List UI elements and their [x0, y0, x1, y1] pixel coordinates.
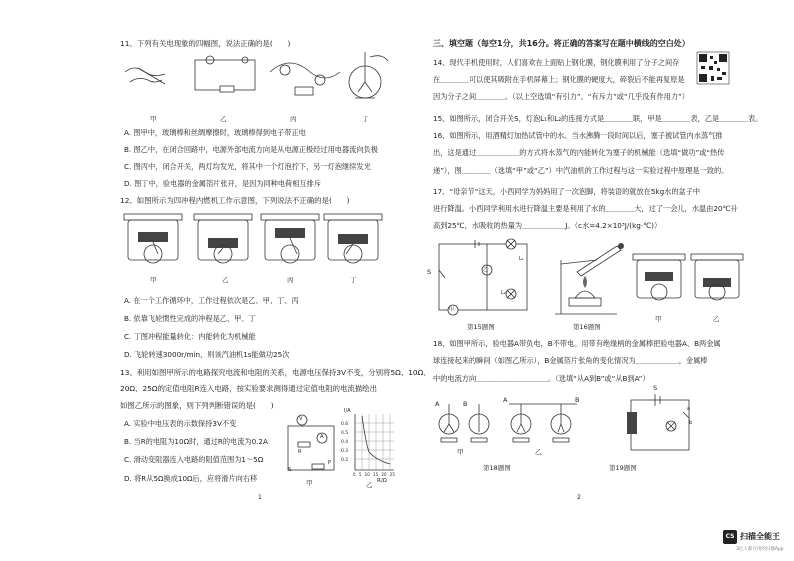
q11-option-c: C. 图丙中，闭合开关，两灯均发光，将其中一个灯泡拧下，另一灯泡继续发光	[124, 162, 371, 171]
q11-fig-yi: 乙	[220, 115, 227, 123]
xtick: 25	[389, 472, 395, 477]
ytick: 0.6	[341, 422, 349, 427]
q13-option-a: A. 实验中电压表的示数保持3V不变	[124, 419, 237, 428]
q19-caption: 第19题图	[609, 464, 637, 472]
q13-stem-line-2: 20Ω、25Ω的定值电阻R连入电路，按实验要求测得通过定值电阻的电流描绘出	[120, 384, 377, 393]
q13-resistor-letter: R	[298, 449, 302, 455]
q19-label-a: a	[687, 406, 691, 412]
q13-stem-line-3: 如图乙所示的图象，则下列判断错误的是( )	[120, 401, 274, 410]
q13-ammeter-letter: A	[320, 434, 324, 440]
q13-voltmeter-letter: V	[299, 416, 303, 422]
q16-line-3: 递”），图＿＿＿＿（选填“甲”或“乙”）中汽油机的工作过程与这一实验过程中原理是一致的。	[433, 166, 729, 175]
q15-meter-yi: 乙	[483, 267, 489, 273]
q18-fig-yi: 乙	[535, 448, 542, 456]
q11-fig-bing: 丙	[290, 115, 297, 123]
q13-graph-ylabel: I/A	[344, 408, 351, 414]
q16-engine-jia: 甲	[655, 315, 662, 323]
q17-line-2: 进行降温。小西同学利用水进行降温主要是利用了水的＿＿＿＿大，过了一会儿，水温由20℃升	[433, 204, 738, 213]
q16-apparatus	[547, 238, 629, 318]
q13-option-c: C. 滑动变阻器连入电路的阻值范围为1～5Ω	[124, 455, 264, 464]
q13-graph	[350, 414, 395, 476]
q12-stem: 12、如图所示为四冲程内燃机工作示意图，下列说法不正确的是( )	[120, 196, 350, 205]
xtick: 5	[358, 472, 362, 477]
q13-graph-yticks	[341, 420, 349, 465]
q12-option-b: B. 依靠飞轮惯性完成的冲程是乙、甲、丁	[124, 314, 256, 323]
q19-circuit	[625, 390, 697, 460]
page-number-right: 2	[577, 494, 581, 501]
q13-circuit	[284, 412, 340, 474]
q17-line-3: 高到25℃，水吸收的热量为＿＿＿＿＿＿J。（c水=4.2×10³J/(kg·℃)）	[433, 221, 662, 230]
q18-caption: 第18题图	[483, 464, 511, 472]
q11-fig-ding: 丁	[362, 115, 369, 123]
q13-fig-jia: 甲	[306, 479, 313, 487]
q15-caption: 第15题图	[467, 323, 495, 331]
q18-line-1: 18、如图甲所示，验电器A带负电，B不带电。用带有绝缘柄的金属棒把验电器A、B两金属	[433, 339, 721, 348]
q15-lamp-l2: L₂	[501, 290, 506, 296]
watermark-tagline: 3亿人都在用的扫描App	[736, 547, 784, 552]
right-page	[397, 0, 794, 561]
q12-fig-jia: 甲	[150, 276, 157, 284]
q16-caption: 第16题图	[573, 323, 601, 331]
q19-label-b: b	[689, 420, 693, 426]
q11-figures	[120, 52, 390, 112]
q13-option-b: B. 当R的电阻为10Ω时，通过R的电流为0.2A	[124, 437, 268, 446]
q15-circuit	[435, 238, 535, 316]
ytick: 0.2	[341, 458, 349, 463]
q12-engines	[120, 210, 385, 272]
q12-fig-ding: 丁	[350, 276, 357, 284]
q17-line-1: 17、“母亲节”这天，小西同学为妈妈用了一次泡脚，将装语的就放在5kg水的盆子中	[433, 187, 701, 196]
q13-graph-xlabel: R/Ω	[377, 478, 387, 484]
q15-switch-letter: S	[427, 268, 432, 276]
q13-switch-letter: S	[288, 467, 292, 473]
q18-label-a1: A	[435, 400, 440, 408]
q13-graph-xticks	[353, 472, 395, 477]
watermark-brand: 扫描全能王	[740, 532, 780, 541]
q16-line-1: 16、如图所示，用酒精灯加热试管中的水。当水沸腾一段时间以后，塞子被试管内水蒸气推	[433, 131, 723, 140]
xtick: 15	[373, 472, 379, 477]
q11-option-a: A. 图甲中，玻璃棒和丝绸摩擦时，玻璃棒得到电子带正电	[124, 128, 306, 137]
qr-code-icon	[697, 52, 729, 84]
q14-line-1: 14、现代手机使用时，人们喜欢在上面贴上钢化膜，钢化膜利用了分子之间存	[433, 58, 680, 67]
cs-logo-icon: CS	[723, 530, 737, 544]
q11-stem: 11、下列有关电现象的四幅图，说法正确的是( )	[120, 39, 291, 48]
q18-line-2: 球连接起来的瞬间（如图乙所示），B金属箔片张角的变化情况为＿＿＿＿＿＿，金属棒	[433, 356, 708, 365]
page-number-left: 1	[258, 494, 262, 501]
q15-line-1: 15、如图所示，闭合开关S，灯泡L₁和L₂的连接方式是＿＿＿＿联，甲是＿＿＿＿表，乙是＿＿＿＿表。	[433, 114, 763, 123]
q16-engine-yi: 乙	[713, 315, 720, 323]
q18-electroscopes	[435, 398, 585, 450]
q16-engines	[633, 250, 747, 312]
q11-option-d: D. 图丁中，验电器的金属箔片张开，是因为同种电荷相互排斥	[124, 179, 321, 188]
ytick: 0.4	[341, 440, 349, 445]
q16-line-2: 出，这是通过＿＿＿＿＿＿的方式将水蒸气的内能转化为塞子的机械能（选填“做功”或“热传	[433, 148, 725, 157]
q12-option-c: C. 丁图冲程能量转化：内能转化为机械能	[124, 332, 256, 341]
q13-option-d: D. 将R从5Ω换成10Ω后，应将滑片向右移	[124, 474, 258, 483]
q18-line-3: 中的电流方向＿＿＿＿＿＿＿＿＿＿。（选填“从A到B”或“从B到A”）	[433, 374, 650, 383]
q18-label-b2: B	[575, 396, 580, 404]
q14-line-3: 因为分子之间＿＿＿＿。（以上空选填“有引力”、“有斥力”或“几乎没有作用力”）	[433, 92, 689, 101]
q11-fig-jia: 甲	[150, 115, 157, 123]
ytick: 0.3	[341, 449, 349, 454]
q18-fig-jia: 甲	[457, 448, 464, 456]
xtick: 0	[353, 472, 356, 477]
xtick: 10	[364, 472, 370, 477]
section-title: 三、填空题（每空1分，共16分。将正确的答案写在题中横线的空白处）	[433, 39, 690, 48]
xtick: 20	[381, 472, 387, 477]
q15-meter-jia: 甲	[449, 307, 455, 313]
q12-option-d: D. 飞轮转速3000r/min，则该汽油机1s能做功25次	[124, 350, 290, 359]
q18-label-a2: A	[503, 396, 508, 404]
q13-slider-letter: P	[328, 460, 332, 466]
q12-fig-bing: 丙	[287, 276, 294, 284]
q12-fig-yi: 乙	[222, 276, 229, 284]
q15-lamp-l1: L₁	[519, 256, 524, 262]
ytick: 0.5	[341, 431, 349, 436]
q13-stem-line-1: 13、利用如图甲所示的电路探究电流和电阻的关系，电源电压保持3V不变，分别将5Ω、10Ω、	[120, 368, 431, 377]
q14-line-2: 在＿＿＿＿可以使其吸附在手机屏幕上；钢化膜的硬度大，碎裂后不能再复原是	[433, 75, 685, 84]
q11-option-b: B. 图乙中，在闭合回路中，电源外部电流方向是从电源正极经过用电器流向负极	[124, 145, 378, 154]
q19-label-s: S	[653, 384, 658, 392]
q13-fig-yi: 乙	[366, 481, 373, 489]
q12-option-a: A. 在一个工作循环中，工作过程依次是乙、甲、丁、丙	[124, 296, 299, 305]
q18-label-b1: B	[463, 400, 468, 408]
